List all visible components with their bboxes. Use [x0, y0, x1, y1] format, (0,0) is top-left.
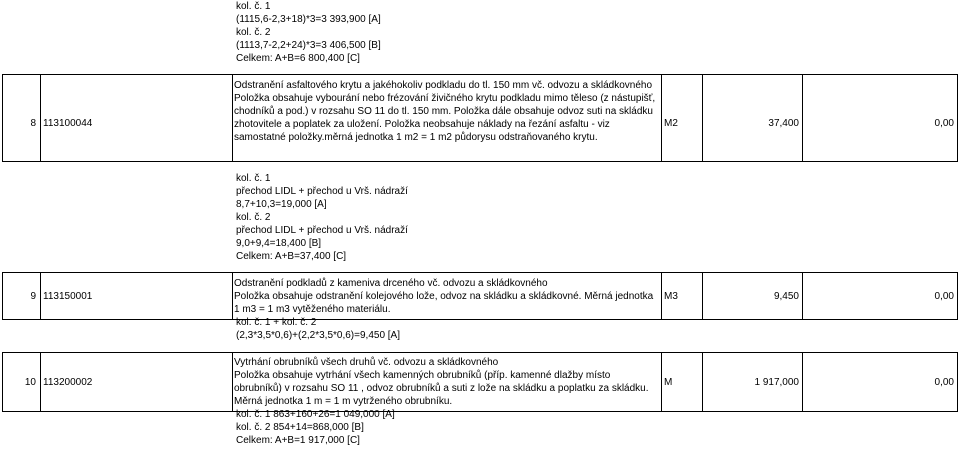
note-line: kol. č. 1 + kol. č. 2 — [236, 317, 317, 328]
cell-divider — [802, 352, 803, 412]
cell-divider — [232, 74, 233, 162]
item-quantity: 37,400 — [768, 118, 799, 129]
item-desc-line: Měrná jednotka 1 m = 1 m vytrženého obrubníku. — [234, 396, 453, 407]
item-unit: M2 — [664, 118, 678, 129]
note-line: přechod LIDL + přechod u Vrš. nádraží — [236, 186, 408, 197]
item-quantity: 9,450 — [773, 291, 799, 302]
item-desc-line: samostatné položky.měrná jednotka 1 m2 = 1 m2 půdorysu odstraňovaného krytu. — [234, 132, 598, 143]
item-desc-line: Položka obsahuje odstranění kolejového lože, odvoz na skládku a skládkovné. Měrná jednotka — [234, 291, 654, 302]
cell-divider — [661, 352, 662, 412]
cell-divider — [40, 74, 41, 162]
item-price: 0,00 — [934, 291, 954, 302]
cell-divider — [40, 272, 41, 320]
item-desc-line: Položka obsahuje vytrhání všech kamenných obrubníků (příp. kamenné dlažby místo — [234, 370, 611, 381]
cell-divider — [232, 272, 233, 320]
note-line: kol. č. 2 854+14=868,000 [B] — [236, 422, 364, 433]
note-line: kol. č. 1 — [236, 1, 271, 12]
item-unit: M — [664, 377, 673, 388]
note-line: 9,0+9,4=18,400 [B] — [236, 238, 322, 249]
cell-divider — [802, 272, 803, 320]
note-line: kol. č. 2 — [236, 27, 271, 38]
note-line: (1113,7-2,2+24)*3=3 406,500 [B] — [236, 40, 381, 51]
item-unit: M3 — [664, 291, 678, 302]
item-price: 0,00 — [934, 377, 954, 388]
item-title: Odstranění podkladů z kameniva drceného vč. odvozu a skládkovného — [234, 278, 548, 289]
item-desc-line: zhotovitele a poplatek za uložení. Položka neobsahuje náklady na řezání asfaltu - viz — [234, 119, 610, 130]
item-code: 113200002 — [43, 377, 93, 388]
item-code: 113100044 — [43, 118, 93, 129]
item-title: Vytrhání obrubníků všech druhů vč. odvozu a skládkovného — [234, 357, 499, 368]
note-line: kol. č. 1 863+160+26=1 049,000 [A] — [236, 409, 395, 420]
cell-divider — [40, 352, 41, 412]
item-code: 113150001 — [43, 291, 93, 302]
note-line: (1115,6-2,3+18)*3=3 393,900 [A] — [236, 14, 381, 25]
note-line: 8,7+10,3=19,000 [A] — [236, 199, 327, 210]
note-line: kol. č. 1 — [236, 173, 271, 184]
cell-divider — [702, 352, 703, 412]
note-line: Celkem: A+B=1 917,000 [C] — [236, 435, 360, 446]
cell-divider — [661, 272, 662, 320]
cell-divider — [702, 74, 703, 162]
item-desc-line: chodníků a pod.) v rozsahu SO 11 do tl. 150 mm. Položka dále obsahuje odvoz suti na skládku — [234, 106, 653, 117]
item-number: 9 — [30, 291, 36, 302]
cell-divider — [232, 352, 233, 412]
cell-divider — [702, 272, 703, 320]
note-line: Celkem: A+B=6 800,400 [C] — [236, 53, 360, 64]
cell-divider — [661, 74, 662, 162]
note-line: Celkem: A+B=37,400 [C] — [236, 251, 347, 262]
item-title: Odstranění asfaltového krytu a jakéhokoliv podkladu do tl. 150 mm vč. odvozu a skládkovného — [234, 80, 653, 91]
note-line: kol. č. 2 — [236, 212, 271, 223]
item-desc-line: obrubníků) v rozsahu SO 11 , odvoz obrubníků a suti z lože na skládku a poplatku za skládku. — [234, 383, 649, 394]
item-price: 0,00 — [934, 118, 954, 129]
item-number: 8 — [30, 118, 36, 129]
cell-divider — [802, 74, 803, 162]
item-desc-line: Položka obsahuje vybourání nebo frézování živičného krytu podkladu mimo těleso (z nástupišť, — [234, 93, 656, 104]
note-line: přechod LIDL + přechod u Vrš. nádraží — [236, 225, 408, 236]
item-desc-line: 1 m3 = 1 m3 vytěženého materiálu. — [234, 304, 391, 315]
note-line: (2,3*3,5*0,6)+(2,2*3,5*0,6)=9,450 [A] — [236, 330, 401, 341]
item-quantity: 1 917,000 — [754, 377, 799, 388]
item-number: 10 — [24, 377, 36, 388]
